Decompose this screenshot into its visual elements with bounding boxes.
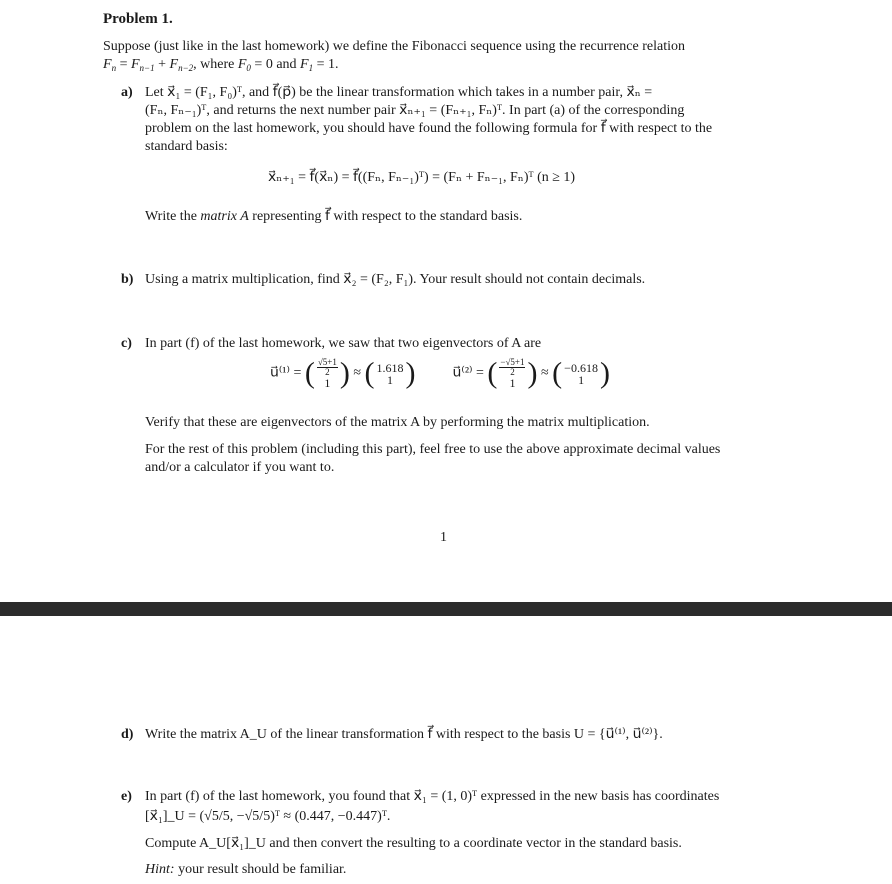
part-b-label: b) <box>121 272 134 287</box>
u1-exact <box>315 358 340 389</box>
page-2 <box>0 616 892 884</box>
part-c-rest-2: and/or a calculator if you want to. <box>145 460 335 475</box>
part-c-verify: Verify that these are eigenvectors of the matrix A by performing the matrix multiplication. <box>145 415 650 430</box>
part-e-hint-text: your result should be familiar. <box>178 862 347 877</box>
intro-and: and <box>276 57 297 72</box>
u1-approx <box>375 362 406 386</box>
u2-exact-bottom: 1 <box>509 376 516 390</box>
u2-label: u⃗⁽²⁾ = <box>452 365 484 381</box>
part-a-instruction <box>145 208 522 226</box>
u1-approx-bottom: 1 <box>387 372 394 387</box>
u1-approx-top: 1.618 <box>376 360 404 375</box>
u2-exact-den: 2 <box>510 367 515 377</box>
part-c-intro: In part (f) of the last homework, we saw that two eigenvectors of A are <box>145 336 542 351</box>
part-a-instruction-em: matrix A <box>200 209 249 224</box>
part-c-rest-1: For the rest of this problem (including this part), feel free to use the above approximate decimal values <box>145 442 721 457</box>
intro-where: where <box>200 57 235 72</box>
part-e-label: e) <box>121 789 132 804</box>
u1-exact-bottom: 1 <box>324 376 331 390</box>
page-number: 1 <box>440 530 447 545</box>
part-b-text: Using a matrix multiplication, find x⃗₂ = (F₂, F₁). Your result should not contain decimals. <box>145 272 646 287</box>
u2-approx-bottom: 1 <box>578 372 585 387</box>
u2-approx-top: −0.618 <box>564 360 598 375</box>
u1-exact-top: √5+1 <box>317 357 337 367</box>
u1-exact-den: 2 <box>325 367 330 377</box>
part-a-instruction-pre: Write the <box>145 209 197 224</box>
u1-approx-sign: ≈ <box>353 365 362 381</box>
part-d-label: d) <box>121 727 134 742</box>
part-a-label: a) <box>121 85 133 100</box>
problem-title: Problem 1. <box>103 11 173 27</box>
part-a-line-4: standard basis: <box>145 139 228 154</box>
part-a-instruction-post: representing f⃗ with respect to the standard basis. <box>252 209 523 224</box>
page-separator <box>0 602 892 616</box>
part-e-hint-label: Hint: <box>145 862 175 877</box>
eigenvector-equations: u⃗⁽¹⁾ = ( √5+1 2 1 ) ≈ ( 1.618 1 ) u⃗⁽²⁾ = ( −√5+1 2 1 ) ≈ ( −0.618 1 ) <box>270 356 610 390</box>
part-e-line-3: Compute A_U[x⃗₁]_U and then convert the resulting to a coordinate vector in the standard basis. <box>145 836 682 851</box>
u1-label: u⃗⁽¹⁾ = <box>270 365 302 381</box>
part-a-line-2: (Fₙ, Fₙ₋₁)ᵀ, and returns the next number pair x⃗ₙ₊₁ = (Fₙ₊₁, Fₙ)ᵀ. In part (a) of the corresponding <box>145 103 685 118</box>
part-e-line-2: [x⃗₁]_U = (√5/5, −√5/5)ᵀ ≈ (0.447, −0.447)ᵀ. <box>145 809 391 824</box>
u2-exact-top: −√5+1 <box>500 357 525 367</box>
part-a-line-1: Let x⃗₁ = (F₁, F₀)ᵀ, and f⃗(p⃗) be the linear transformation which takes in a number pair, x⃗ₙ = <box>145 85 653 100</box>
part-a-line-3: problem on the last homework, you should have found the following formula for f⃗ with respect to the <box>145 121 713 136</box>
part-e-hint <box>145 861 346 879</box>
part-e-line-1: In part (f) of the last homework, you found that x⃗₁ = (1, 0)ᵀ expressed in the new basis has coordinates <box>145 789 720 804</box>
intro-line-2: $F_n = F_{n-1} + F_{n-2}$, where $F_0 = 0$ and $F_1 = 1$. <box>103 57 339 73</box>
u2-approx <box>562 362 600 386</box>
part-a-equation: x⃗ₙ₊₁ = f⃗(x⃗ₙ) = f⃗((Fₙ, Fₙ₋₁)ᵀ) = (Fₙ + Fₙ₋₁, Fₙ)ᵀ (n ≥ 1) <box>268 170 576 185</box>
intro-line-1: Suppose (just like in the last homework) we define the Fibonacci sequence using the recurrence relation <box>103 39 685 54</box>
u2-exact <box>497 358 527 389</box>
part-c-label: c) <box>121 336 132 351</box>
part-d-text: Write the matrix A_U of the linear transformation f⃗ with respect to the basis U = {u⃗⁽¹⁾, u⃗⁽²⁾}. <box>145 727 663 742</box>
u2-approx-sign: ≈ <box>540 365 549 381</box>
